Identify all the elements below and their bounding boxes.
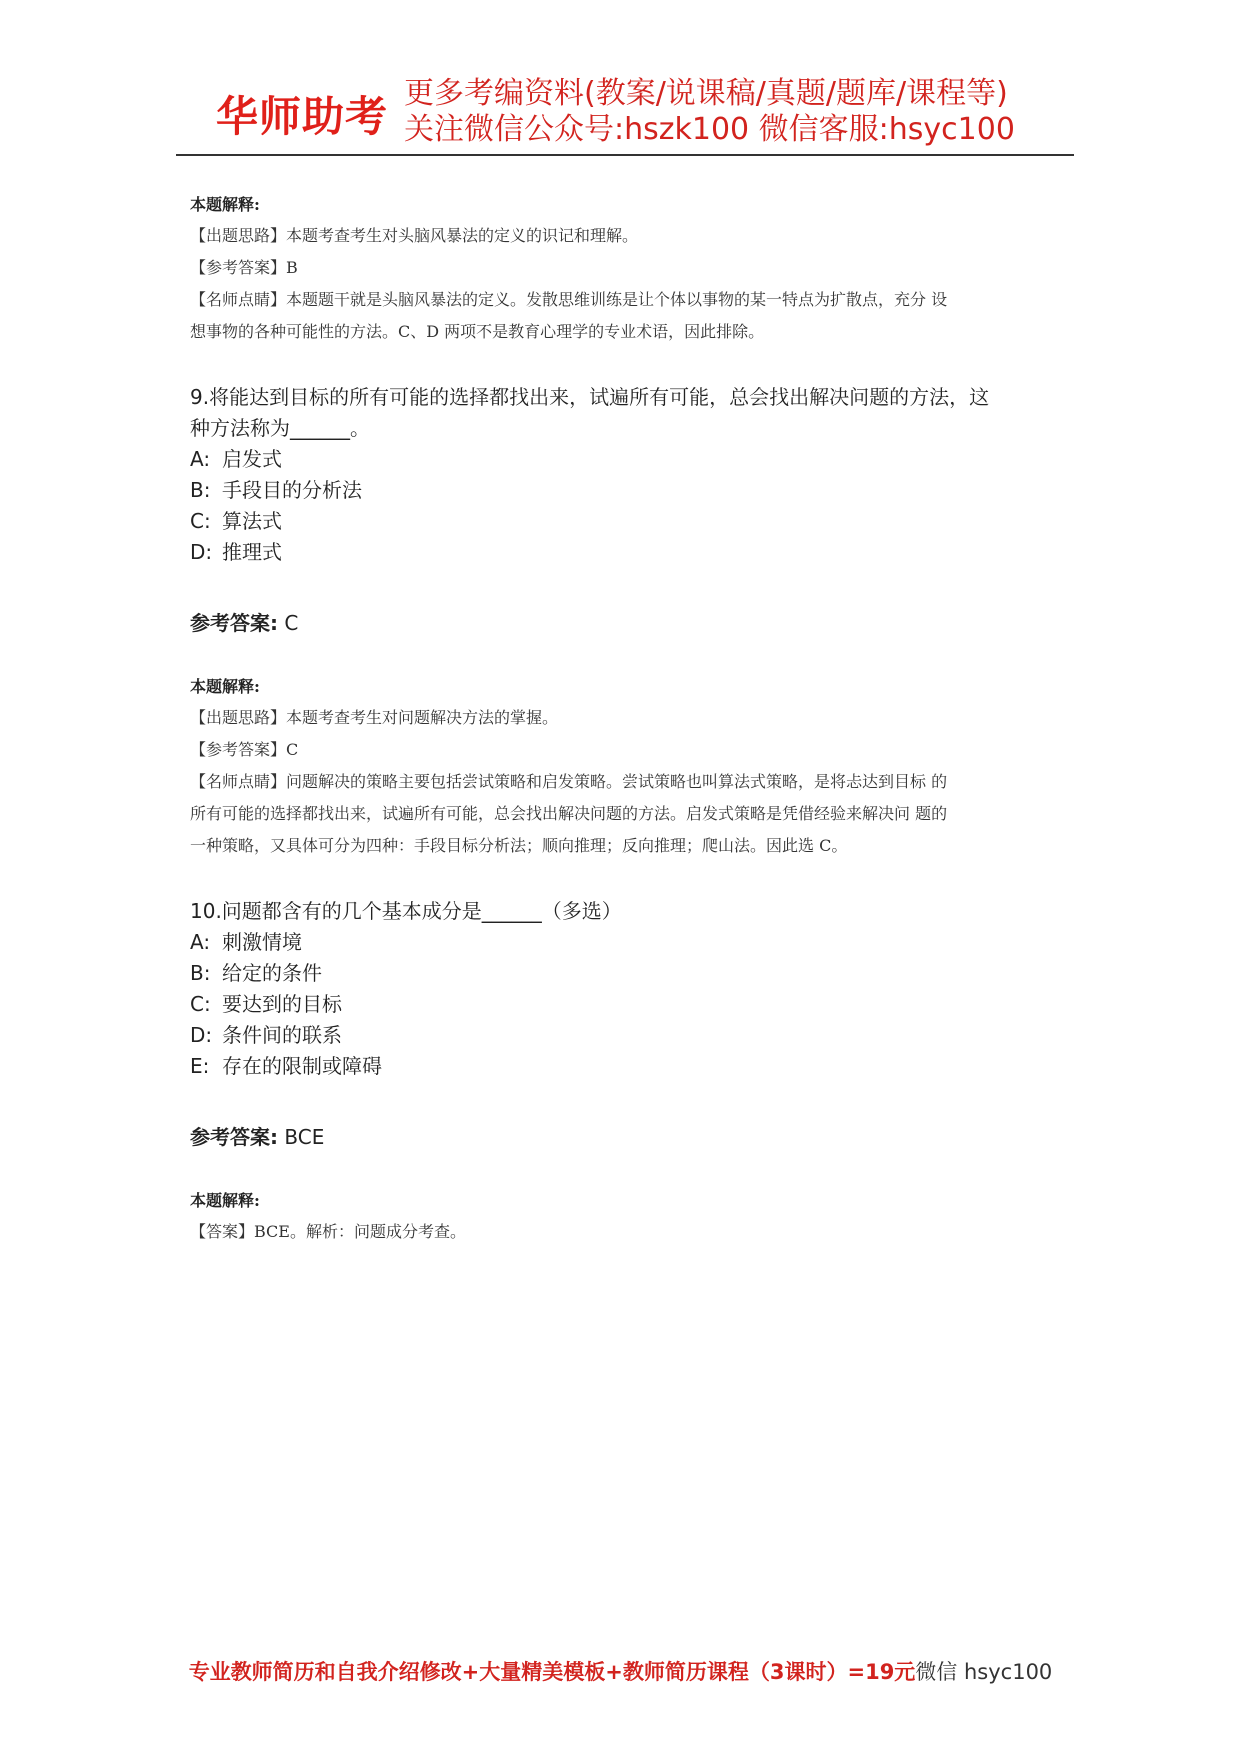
explanation-line: 【名师点睛】问题解决的策略主要包括尝试策略和启发策略。尝试策略也叫算法式策略，是将忐达到目标 的 (190, 772, 948, 791)
explanation-line: 【出题思路】本题考查考生对问题解决方法的掌握。 (190, 708, 559, 727)
option-key: A: (190, 447, 211, 471)
explanation-line: 想事物的各种可能性的方法。C、D 两项不是教育心理学的专业术语，因此排除。 (190, 322, 765, 341)
header-banner (174, 76, 1074, 156)
option-key: D: (190, 540, 213, 564)
explanation-line: 一种策略，又具体可分为四种：手段目标分析法；顺向推理；反向推理；爬山法。因此选 C。 (190, 836, 848, 855)
option-d (190, 537, 1070, 568)
footer-promo-text: 专业教师简历和自我介绍修改+大量精美模板+教师简历课程（3课时）=19元 (188, 1660, 916, 1684)
answer-value: BCE (278, 1125, 325, 1149)
answer-value: C (278, 611, 299, 635)
explanation-line: 所有可能的选择都找出来，试遍所有可能，总会找出解决问题的方法。启发式策略是凭借经验来解决问 题的 (190, 804, 948, 823)
question-9 (190, 382, 1070, 444)
header-divider (176, 154, 1074, 156)
option-text: 算法式 (222, 509, 282, 533)
option-key: A: (190, 930, 211, 954)
explanation-line: 【名师点睛】本题题干就是头脑风暴法的定义。发散思维训练是让个体以事物的某一特点为扩散点，充分 设 (190, 290, 948, 309)
explanation-heading: 本题解释: (190, 677, 260, 696)
option-a (190, 927, 1070, 958)
explanation-block-9 (190, 672, 1070, 862)
option-text: 手段目的分析法 (222, 478, 362, 502)
footer-promo (0, 1656, 1241, 1686)
option-c (190, 989, 1070, 1020)
option-text: 推理式 (222, 540, 282, 564)
explanation-line: 【出题思路】本题考查考生对头脑风暴法的定义的识记和理解。 (190, 226, 639, 245)
explanation-block-10 (190, 1186, 1070, 1248)
footer-wechat: 微信 hsyc100 (915, 1660, 1053, 1684)
brand-logo: 华师助考 (216, 92, 389, 141)
explanation-heading: 本题解释: (190, 1191, 260, 1210)
option-b (190, 958, 1070, 989)
option-text: 条件间的联系 (222, 1023, 342, 1047)
page-content (190, 190, 1070, 1248)
question-10 (190, 896, 1070, 927)
question-stem: 种方法称为______。 (190, 416, 370, 440)
explanation-block-8 (190, 190, 1070, 348)
option-text: 存在的限制或障碍 (222, 1054, 382, 1078)
promo-line-1: 更多考编资料(教案/说课稿/真题/题库/课程等) (404, 76, 1008, 111)
header-promo (404, 76, 1015, 148)
option-e (190, 1051, 1070, 1082)
answer-label: 参考答案: (190, 1125, 278, 1149)
option-d (190, 1020, 1070, 1051)
explanation-line: 【答案】BCE。解析：问题成分考查。 (190, 1222, 466, 1241)
option-text: 刺激情境 (222, 930, 302, 954)
promo-line-2: 关注微信公众号:hszk100 微信客服:hsyc100 (404, 112, 1015, 147)
option-b (190, 475, 1070, 506)
answer-10 (190, 1122, 1070, 1152)
question-stem: 10.问题都含有的几个基本成分是______（多选） (190, 899, 622, 923)
explanation-heading: 本题解释: (190, 195, 260, 214)
option-key: B: (190, 478, 211, 502)
option-key: C: (190, 509, 211, 533)
option-text: 启发式 (222, 447, 282, 471)
option-key: B: (190, 961, 211, 985)
explanation-line: 【参考答案】B (190, 258, 298, 277)
option-key: E: (190, 1054, 210, 1078)
option-text: 给定的条件 (222, 961, 322, 985)
option-text: 要达到的目标 (222, 992, 342, 1016)
option-key: C: (190, 992, 211, 1016)
option-a (190, 444, 1070, 475)
answer-9 (190, 608, 1070, 638)
explanation-line: 【参考答案】C (190, 740, 299, 759)
question-stem: 9.将能达到目标的所有可能的选择都找出来，试遍所有可能，总会找出解决问题的方法，这 (190, 385, 990, 409)
answer-label: 参考答案: (190, 611, 278, 635)
option-key: D: (190, 1023, 213, 1047)
option-c (190, 506, 1070, 537)
